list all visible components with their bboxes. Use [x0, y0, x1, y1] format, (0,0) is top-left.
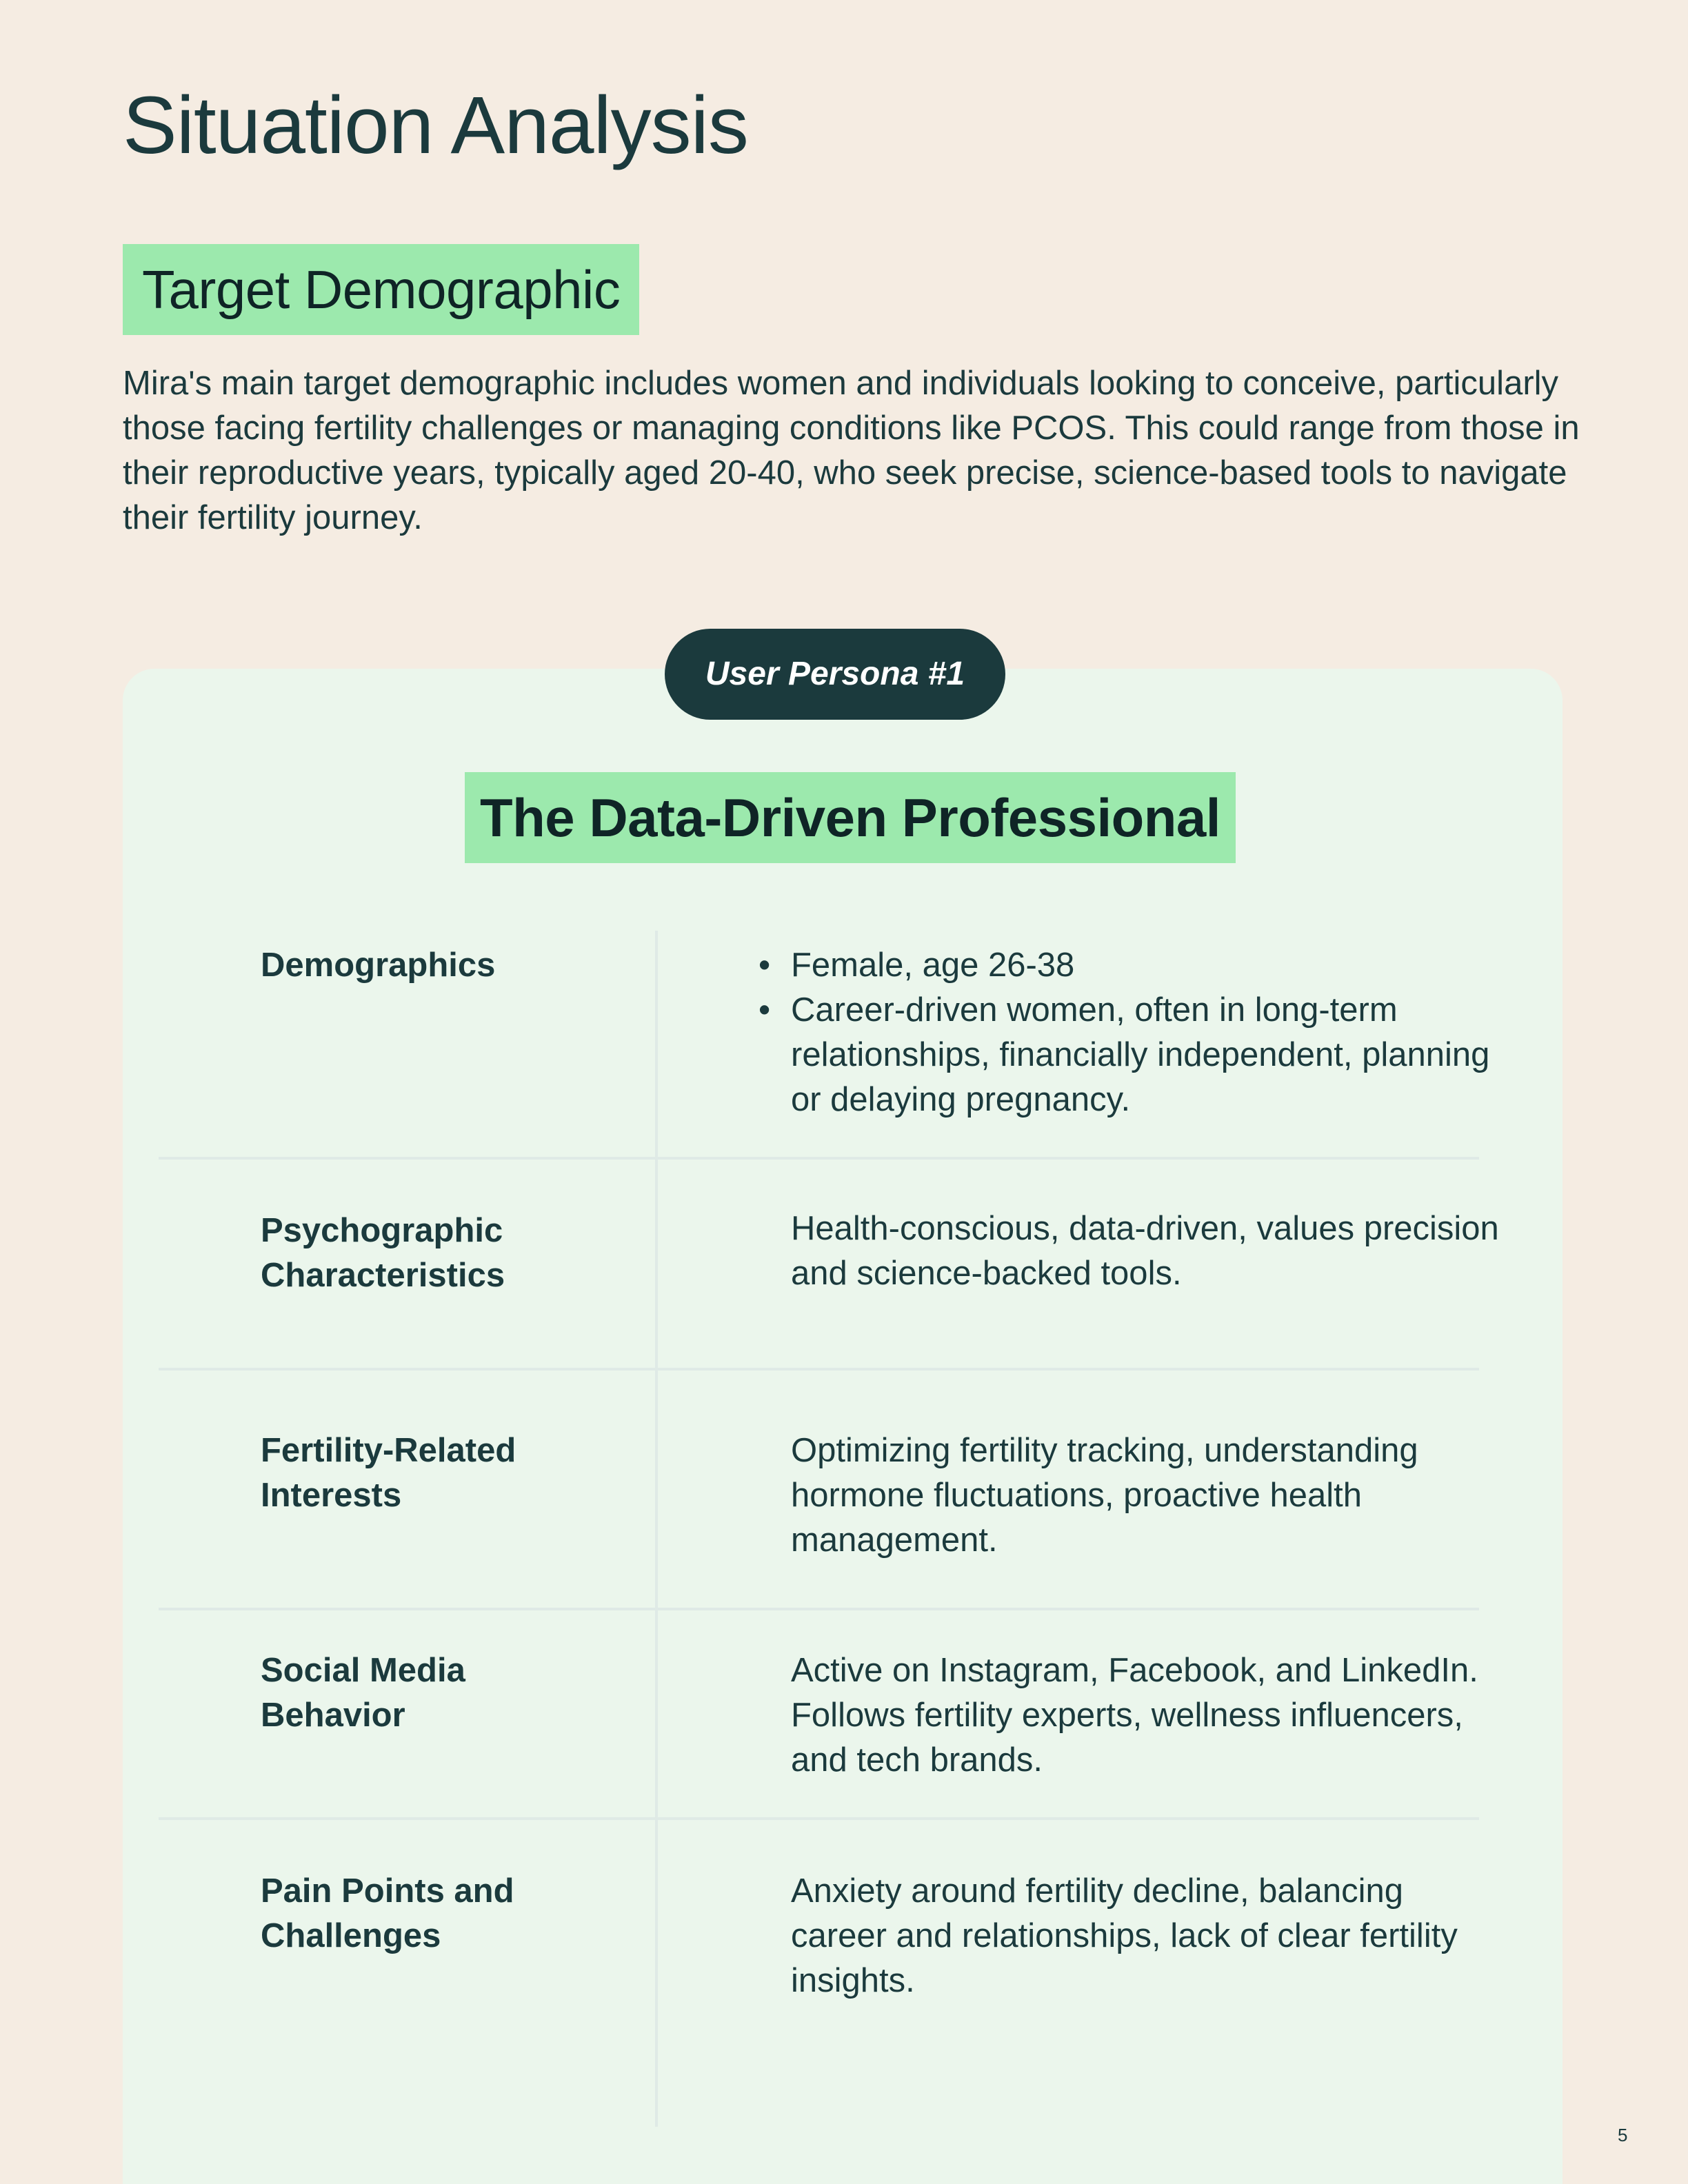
row-label-demographics: Demographics: [261, 947, 496, 984]
target-demographic-description: Mira's main target demographic includes women and individuals looking to conceive, particularly those facing fertility challenges or managing conditions like PCOS. This could range from those in their reproductive years, typically aged 20-40, who seek precise, science-based tools to navigate their fertility journey.: [123, 365, 1580, 536]
target-demographic-heading: Target Demographic: [123, 244, 639, 335]
row-value-fertility-interests: Optimizing fertility tracking, understanding hormone fluctuations, proactive health management.: [791, 1432, 1418, 1559]
table-row-divider: [159, 1817, 1479, 1820]
table-row-divider: [159, 1608, 1479, 1610]
persona-badge: User Persona #1: [665, 629, 1005, 720]
row-label-psychographic: Psychographic Characteristics: [261, 1212, 505, 1294]
list-item: [758, 988, 1503, 1122]
table-row-divider: [159, 1157, 1479, 1160]
persona-name: The Data-Driven Professional: [465, 772, 1236, 863]
row-value-pain-points: Anxiety around fertility decline, balancing career and relationships, lack of clear fertility insights.: [791, 1872, 1458, 1999]
row-label-social-media: Social Media Behavior: [261, 1652, 465, 1734]
table-column-divider: [655, 931, 658, 2127]
page-title: Situation Analysis: [123, 80, 748, 171]
demographics-bullet-text: Career-driven women, often in long-term relationships, financially independent, planning or delaying pregnancy.: [791, 991, 1490, 1118]
list-item: [758, 943, 1503, 988]
row-value-social-media: Active on Instagram, Facebook, and LinkedIn. Follows fertility experts, wellness influencers, and tech brands.: [791, 1652, 1478, 1779]
bullet-icon: •: [758, 991, 771, 1029]
row-label-fertility-interests: Fertility-Related Interests: [261, 1432, 516, 1514]
demographics-bullet-list: [758, 943, 1503, 1122]
bullet-icon: •: [758, 947, 771, 984]
page-number: 5: [1618, 2125, 1628, 2145]
demographics-bullet-text: Female, age 26-38: [791, 947, 1075, 984]
row-label-pain-points: Pain Points and Challenges: [261, 1872, 514, 1954]
table-row-divider: [159, 1368, 1479, 1371]
row-value-psychographic: Health-conscious, data-driven, values precision and science-backed tools.: [791, 1210, 1499, 1292]
